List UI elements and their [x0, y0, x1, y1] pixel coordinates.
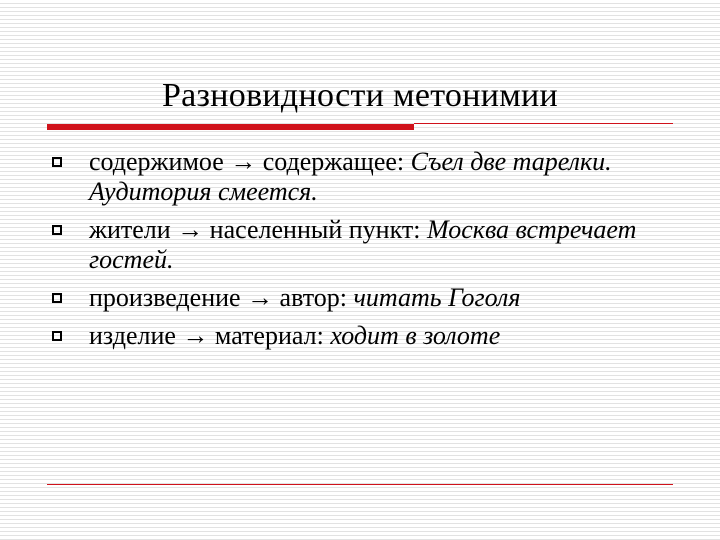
- title-underline-thin: [414, 123, 673, 124]
- square-bullet-icon: [52, 157, 62, 167]
- square-bullet-icon: [52, 225, 62, 235]
- item-prefix: изделие → материал:: [89, 321, 331, 350]
- list-item: [48, 283, 688, 313]
- title-underline-thick: [47, 124, 414, 130]
- item-prefix: жители → населенный пункт:: [89, 215, 427, 244]
- item-prefix: содержимое → содержащее:: [89, 147, 411, 176]
- bullet-list: [48, 147, 688, 359]
- square-bullet-icon: [52, 293, 62, 303]
- item-prefix: произведение → автор:: [89, 283, 354, 312]
- item-example: Съел две тарелки. Аудитория смеется.: [89, 147, 612, 206]
- item-example: Москва встречает гостей.: [89, 215, 637, 274]
- item-example: читать Гоголя: [353, 283, 521, 312]
- square-bullet-icon: [52, 331, 62, 341]
- slide-title: Разновидности метонимии: [161, 77, 559, 114]
- item-example: ходит в золоте: [330, 321, 501, 350]
- list-item: [48, 321, 688, 351]
- list-item: [48, 215, 688, 275]
- footer-rule: [47, 484, 673, 485]
- list-item: [48, 147, 688, 207]
